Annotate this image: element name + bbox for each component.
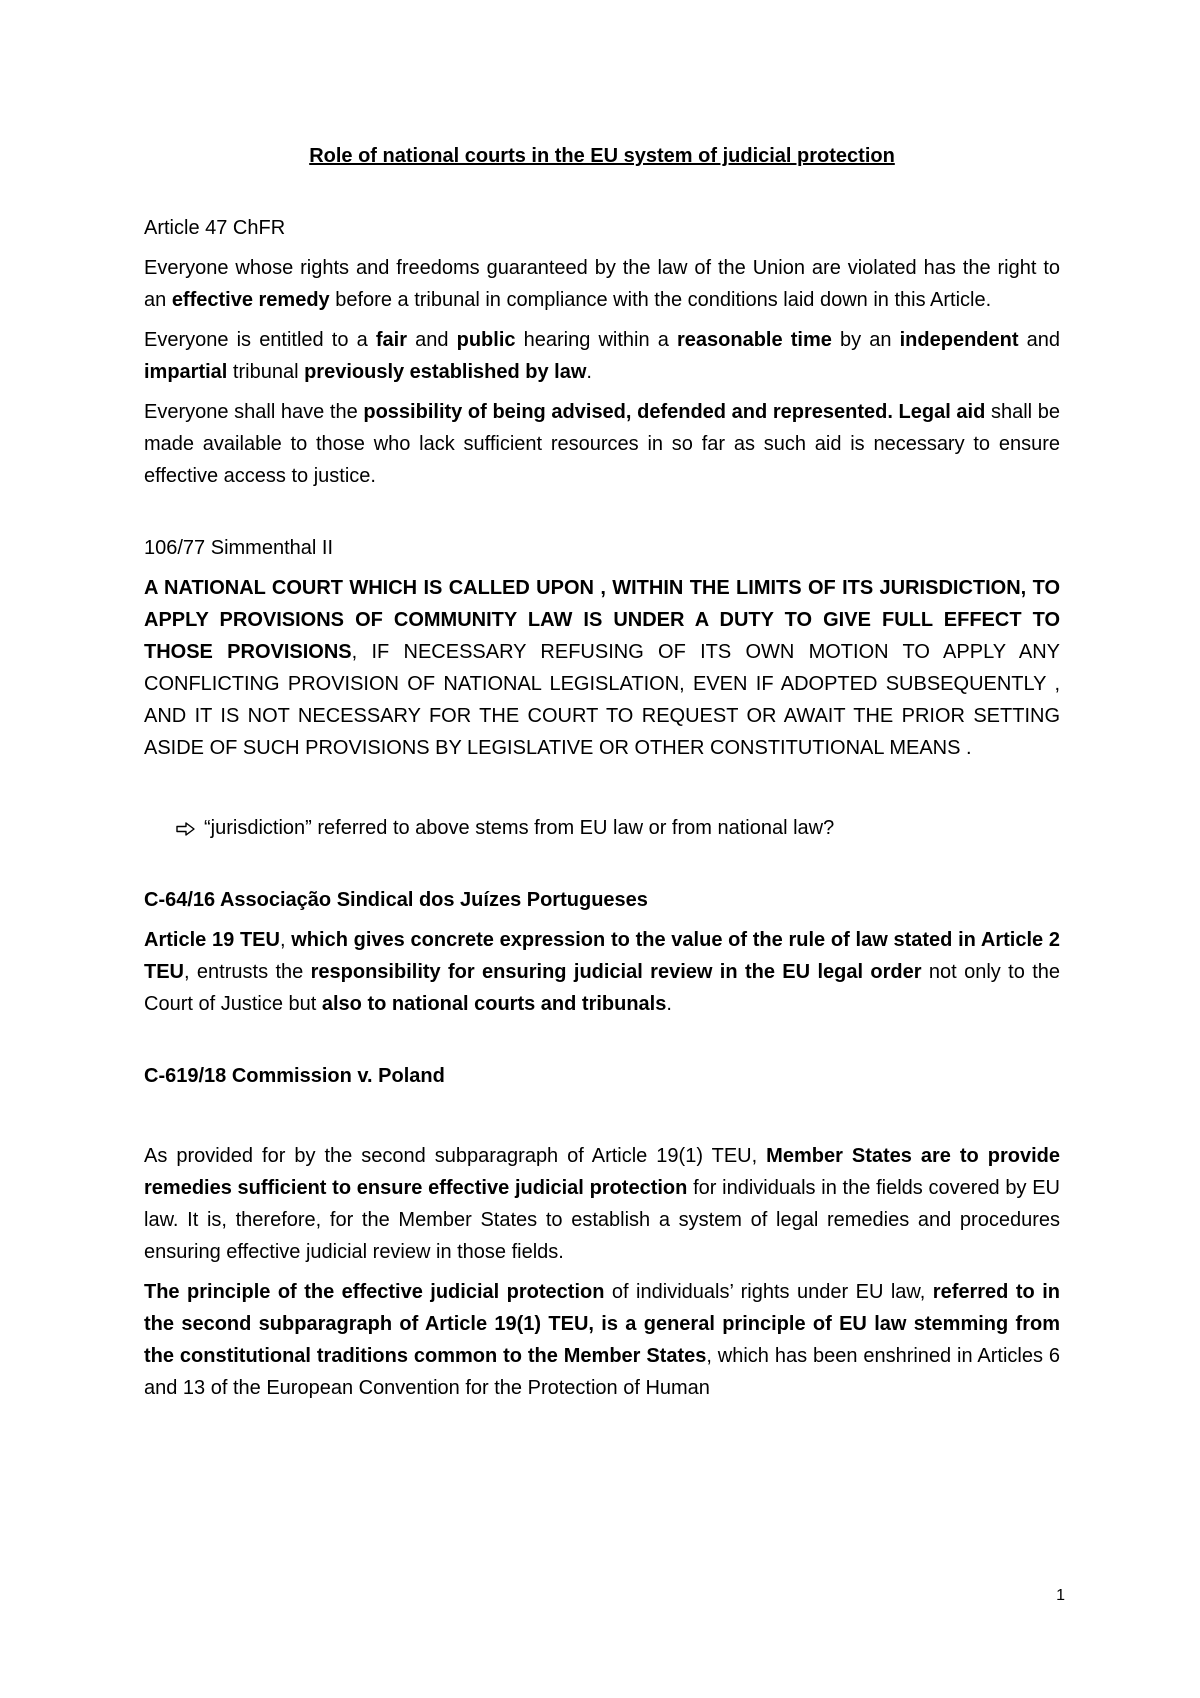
right-arrow-outline-icon-svg: [176, 822, 196, 836]
text-run: , entrusts the: [184, 961, 311, 983]
bold-text-run: The principle of the effective judicial protection: [144, 1281, 605, 1303]
text-run: tribunal: [227, 361, 305, 383]
article-47-paragraph-1: [144, 252, 1060, 316]
text-run: before a tribunal in compliance with the conditions laid down in this Article.: [329, 289, 992, 311]
bold-text-run: independent: [899, 329, 1019, 351]
text-run: and: [407, 329, 457, 351]
text-run: hearing within a: [515, 329, 677, 351]
section-heading-asjp: C-64/16 Associação Sindical dos Juízes Portugueses: [144, 889, 648, 911]
text-run: shall be made available to those who lack sufficient resources in so far as such aid is necessary to ensure effective access to justice.: [144, 401, 1060, 487]
text-run: not only to the Court of Justice but: [144, 961, 1061, 1015]
text-run: ,: [279, 929, 292, 951]
text-run: , IF NECESSARY REFUSING OF ITS OWN MOTION TO APPLY ANY CONFLICTING PROVISION OF NATIONAL LEGISLATION, EVEN IF ADOPTED SUBSEQUENTLY , AND IT IS NOT NECESSARY FOR THE COURT TO REQUEST OR AWAIT THE PRIOR SETTING ASIDE OF SUCH PROVISIONS BY LEGISLATIVE OR OTHER CONSTITUTIONAL MEANS .: [144, 641, 1060, 759]
page-number: 1: [1056, 1587, 1065, 1604]
text-run: Everyone is entitled to a: [144, 329, 376, 351]
right-arrow-outline-icon: [176, 812, 204, 844]
question-line: [176, 812, 1060, 844]
asjp-paragraph: [144, 924, 1060, 1020]
bold-text-run: possibility of being advised, defended and represented. Legal aid: [363, 401, 986, 423]
bold-text-run: which gives concrete expression to the value of the rule of law stated in Article 2 TEU: [144, 929, 1060, 983]
text-run: Everyone shall have the: [144, 401, 364, 423]
text-run: , which has been enshrined in Articles 6 and 13 of the European Convention for the Protection of Human: [144, 1345, 1060, 1399]
article-47-paragraph-2: [144, 324, 1060, 388]
bold-text-run: reasonable time: [677, 329, 832, 351]
poland-paragraph-2: [144, 1276, 1060, 1404]
text-run: of individuals’ rights under EU law,: [604, 1281, 933, 1303]
bold-text-run: also to national courts and tribunals: [321, 993, 667, 1015]
bold-text-run: A NATIONAL COURT WHICH IS CALLED UPON , WITHIN THE LIMITS OF ITS JURISDICTION, TO APPLY PROVISIONS OF COMMUNITY LAW IS UNDER A DUTY TO GIVE FULL EFFECT TO THOSE PROVISIONS: [144, 577, 1060, 663]
section-heading-simmenthal: 106/77 Simmenthal II: [144, 537, 333, 559]
bold-text-run: impartial: [144, 361, 228, 383]
question-text: “jurisdiction” referred to above stems from EU law or from national law?: [204, 817, 835, 839]
text-run: for individuals in the fields covered by EU law. It is, therefore, for the Member States to establish a system of legal remedies and procedures ensuring effective judicial review in those fields.: [144, 1177, 1060, 1263]
document-body: [144, 140, 1060, 1412]
bold-text-run: public: [456, 329, 516, 351]
bold-text-run: Article 19 TEU: [144, 929, 280, 951]
bold-text-run: previously established by law: [304, 361, 587, 383]
section-heading-article-47: Article 47 ChFR: [144, 217, 286, 239]
bold-text-run: fair: [375, 329, 407, 351]
text-run: by an: [831, 329, 900, 351]
bold-text-run: Member States are to provide remedies sufficient to ensure effective judicial protection: [144, 1145, 1060, 1199]
bold-text-run: responsibility for ensuring judicial review in the EU legal order: [310, 961, 922, 983]
simmenthal-paragraph: [144, 572, 1060, 764]
text-run: As provided for by the second subparagraph of Article 19(1) TEU,: [144, 1145, 767, 1167]
bold-text-run: referred to in the second subparagraph of Article 19(1) TEU, is a general principle of EU law stemming from the constitutional traditions common to the Member States: [144, 1281, 1060, 1367]
bold-text-run: effective remedy: [171, 289, 330, 311]
text-run: .: [666, 993, 672, 1015]
document-title: Role of national courts in the EU system of judicial protection: [309, 145, 895, 167]
text-run: .: [586, 361, 592, 383]
section-heading-poland: C-619/18 Commission v. Poland: [144, 1065, 445, 1087]
article-47-paragraph-3: [144, 396, 1060, 492]
text-run: and: [1018, 329, 1060, 351]
poland-paragraph-1: [144, 1140, 1060, 1268]
text-run: Everyone whose rights and freedoms guaranteed by the law of the Union are violated has the right to an: [144, 257, 1060, 311]
